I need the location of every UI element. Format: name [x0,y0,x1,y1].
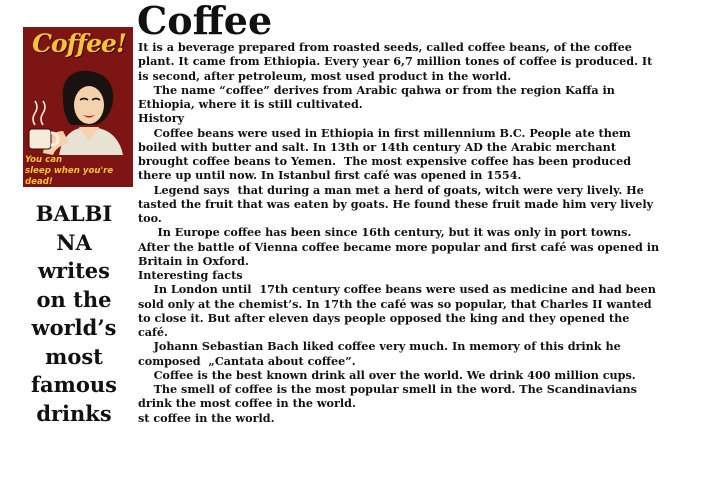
article-line: It is a beverage prepared from roasted seeds, called coffee beans, of the coffee [138,40,632,54]
coffee-poster-image [23,27,133,187]
article-line: to close it. But after eleven days people opposed the king and they opened the [138,310,630,325]
poster-tagline [25,155,133,187]
article-line: drink the most coffee in the world. [138,396,356,411]
article-line: boiled with butter and salt. In 13th or 14th century AD the Arabic merchant [138,139,616,154]
article-line: Coffee beans were used in Ethiopia in first millennium B.C. People ate them [138,125,631,140]
author-caption-line: drinks [36,400,112,426]
article-line: Coffee is the best known drink all over the world. We drink 400 million cups. [138,367,636,382]
article-line: The name “coffee” derives from Arabic qahwa or from the region Kaffa in [138,82,615,97]
article-line: Legend says that during a man met a herd of goats, witch were very lively. He [138,182,644,197]
article-line: there up until now. In Istanbul first café was opened in 1554. [138,168,522,183]
author-caption-line: most [45,343,103,369]
article-line: sold only at the chemist’s. In 17th the café was so popular, that Charles II wanted [138,296,652,311]
article-line: composed „Cantata about coffee”. [138,353,356,368]
author-caption-line: writes [37,258,110,283]
poster-tagline-line: sleep when you're dead! [25,166,114,187]
article-line: Johann Sebastian Bach liked coffee very much. In memory of this drink he [138,339,621,354]
article-line: brought coffee beans to Yemen. The most expensive coffee has been produced [138,154,632,168]
article-line: plant. It came from Ethiopia. Every year 6,7 million tones of coffee is produced. It [138,54,653,69]
author-caption-line: BALBI [35,201,113,226]
article-line: After the battle of Vienna coffee became more popular and first café was opened in [138,239,660,254]
article-line: café. [138,325,168,339]
article-line: In Europe coffee has been since 16th century, but it was only in port towns. [138,225,632,240]
article-line: Britain in Oxford. [138,253,249,268]
section-heading-history: History [138,111,185,126]
author-caption-line: famous [31,372,117,397]
article-line: st coffee in the world. [138,410,275,425]
author-caption-line: NA [56,229,92,255]
article-body [138,40,686,425]
article-line: Ethiopia, where it is still cultivated. [138,97,363,111]
section-heading-interesting-facts: Interesting facts [138,268,243,282]
poster-logo-text: Coffee! [32,29,126,58]
article-line: is second, after petroleum, most used product in the world. [138,68,512,83]
author-caption [12,200,136,428]
author-caption-line: world’s [31,315,117,340]
article-line: too. [138,211,162,225]
article-line: The smell of coffee is the most popular smell in the word. The Scandinavians [138,382,637,396]
article-line: tasted the fruit that was eaten by goats. He found these fruit made him very lively [138,196,654,211]
article-line: In London until 17th century coffee beans were used as medicine and had been [138,282,656,297]
poster-tagline-line: You can [25,155,63,165]
page-title: Coffee [137,0,273,43]
author-caption-line: on the [36,286,112,312]
